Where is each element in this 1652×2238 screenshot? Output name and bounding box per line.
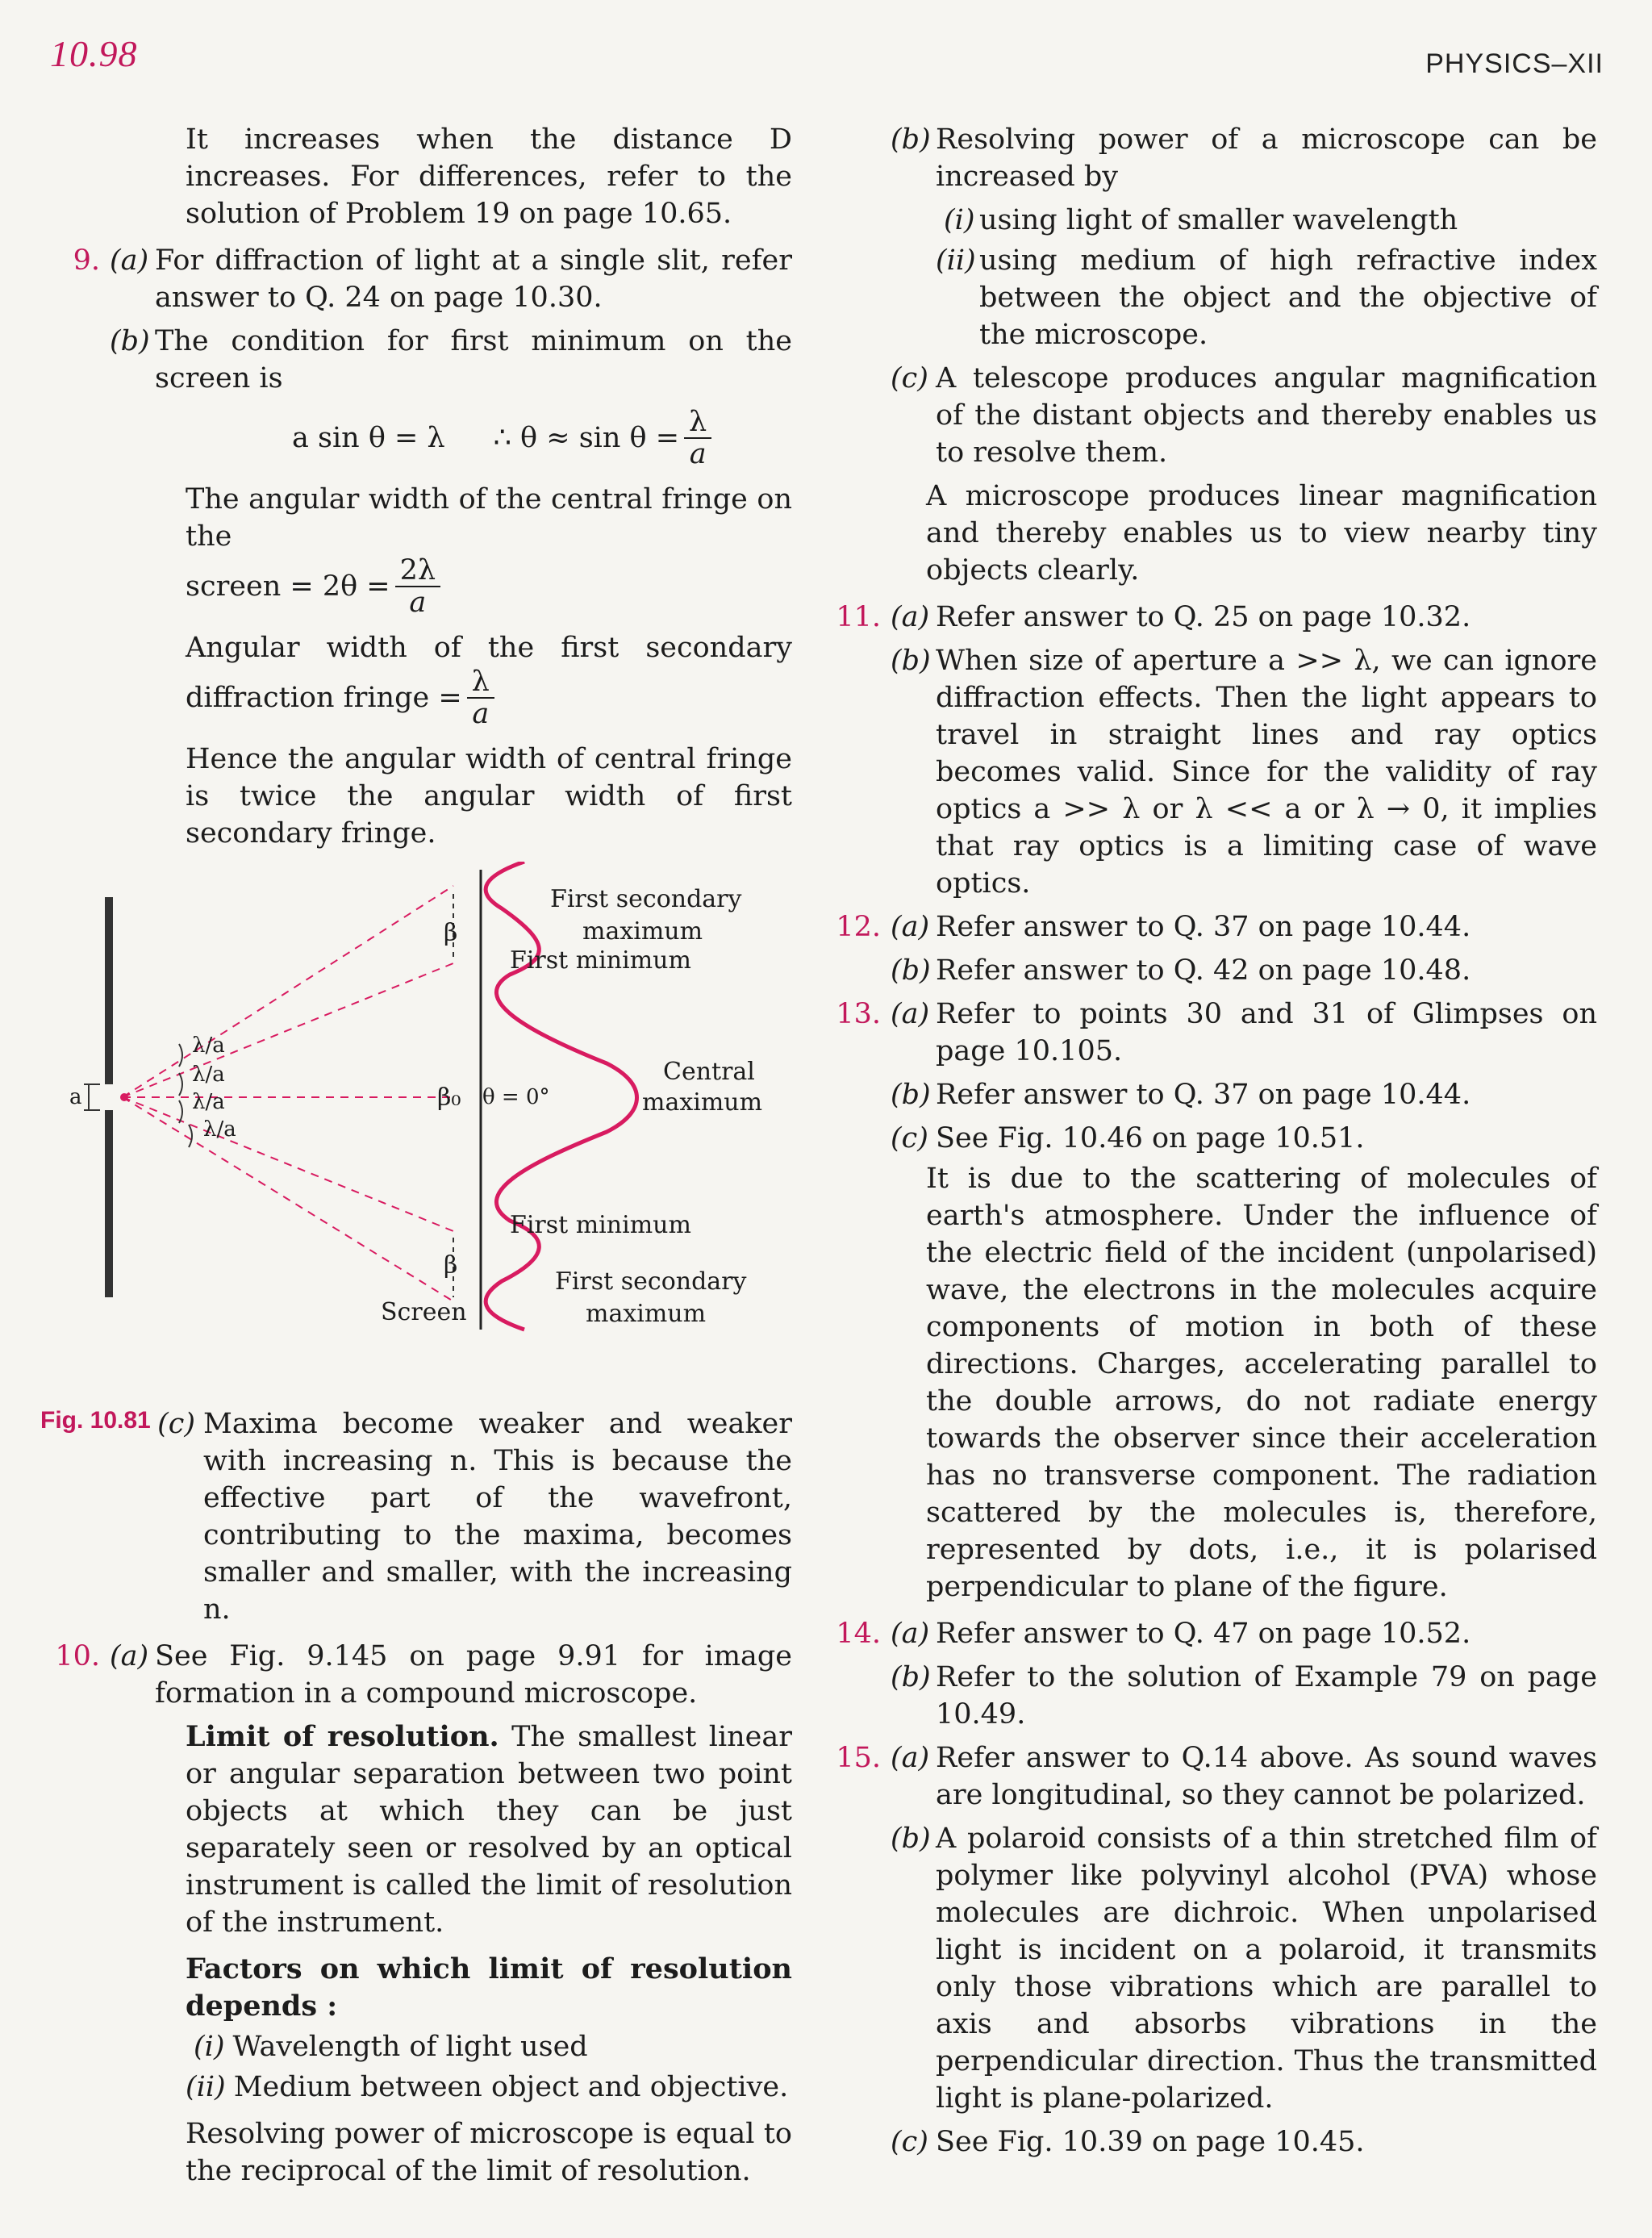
diffraction-diagram: [50, 862, 792, 1378]
ray-lines: [123, 886, 453, 1301]
factor-i-label: (i): [194, 2031, 225, 2063]
part-label: (a): [110, 244, 149, 277]
slit-point: [120, 1093, 128, 1101]
q13c-text: See Fig. 10.46 on page 10.51.: [936, 1122, 1365, 1154]
equation-secondary-width: [50, 666, 792, 729]
fraction: [395, 555, 440, 618]
q13a-text: Refer to points 30 and 31 of Glimpses on page 10.105.: [936, 998, 1597, 1067]
part-label: (b): [891, 123, 931, 156]
secondary-text: Angular width of the first secondary: [186, 632, 792, 664]
q11a-text: Refer answer to Q. 25 on page 10.32.: [936, 601, 1471, 633]
label-first-secondary-max-top: First secondary: [550, 885, 742, 913]
q14b: [831, 1659, 1597, 1733]
q11b-text: When size of aperture a >> λ, we can ignore diffraction effects. Then the light appears to travel in straight lines and ray optics becomes valid. Since for the validity of ray optics a >> λ or λ << a or λ → 0, it implies that ray optics is a limiting case of wave optics.: [936, 645, 1597, 900]
label-lambda-a-1: λ/a: [192, 1033, 225, 1058]
q15b-text: A polaroid consists of a thin stretched film of polymer like polyvinyl alcohol (PVA) whose molecules are dichroic. When unpolarised light is incident on a polaroid, it transmits only those vibrations which are parallel to axis and absorbs vibrations in the perpendicular direction. Thus the transmitted light is plane-polarized.: [936, 1823, 1597, 2115]
q11b: [831, 642, 1597, 902]
slit-barrier-bottom: [105, 1110, 113, 1297]
q15a: [831, 1739, 1597, 1814]
numerator: λ: [684, 407, 711, 439]
factor-i-text: Wavelength of light used: [232, 2031, 588, 2063]
equation-central-width: [50, 555, 792, 618]
part-label: (c): [157, 1408, 195, 1440]
part-label: (a): [891, 998, 930, 1030]
part-label: (b): [891, 645, 931, 677]
label-screen: Screen: [381, 1298, 467, 1326]
q14a-text: Refer answer to Q. 47 on page 10.52.: [936, 1618, 1471, 1650]
factor-ii-label: (ii): [186, 2071, 226, 2103]
q10b: [831, 121, 1597, 195]
q10c: [831, 360, 1597, 471]
question-number: 10.: [55, 1640, 100, 1672]
label-lambda-a-3: λ/a: [192, 1090, 225, 1114]
q10a: [50, 1638, 792, 1712]
q10b-ii-text: using medium of high refractive index between the object and the objective of the microscope.: [979, 244, 1597, 351]
q15b: [831, 1820, 1597, 2117]
slit-barrier-top: [105, 897, 113, 1084]
q9a-text: For diffraction of light at a single slit, refer answer to Q. 24 on page 10.30.: [155, 244, 792, 314]
factor-ii-text: Medium between object and objective.: [233, 2071, 789, 2103]
label-maximum-top: maximum: [582, 917, 703, 946]
q13b: [831, 1076, 1597, 1113]
part-label: (a): [891, 911, 930, 943]
label-lambda-a-2: λ/a: [192, 1063, 225, 1087]
label-central-max: maximum: [642, 1088, 763, 1117]
q9a: [50, 242, 792, 316]
label-first-secondary-max-bottom: First secondary: [555, 1267, 747, 1296]
left-column: [50, 121, 792, 2199]
q12b: [831, 952, 1597, 989]
figure-caption: Fig. 10.81: [40, 1407, 151, 1434]
page-number: 10.98: [50, 33, 138, 74]
label-beta-top: β: [444, 919, 458, 947]
q9b: [50, 323, 792, 397]
q10c-text: A telescope produces angular magnification of the distant objects and thereby enables us to resolve them.: [936, 362, 1597, 469]
q9c-text: Maxima become weaker and weaker with increasing n. This is because the effective part of the wavefront, contributing to the maxima, becomes smaller and smaller, with the increasing n.: [203, 1408, 792, 1626]
running-head: PHYSICS–XII: [1425, 48, 1604, 79]
question-number: 9.: [73, 244, 100, 277]
sub-label: (ii): [936, 244, 976, 277]
part-label: (c): [891, 362, 928, 395]
label-maximum-bottom: maximum: [586, 1300, 707, 1328]
q13b-text: Refer answer to Q. 37 on page 10.44.: [936, 1079, 1471, 1111]
right-column: [831, 121, 1597, 2167]
part-label: (a): [110, 1640, 149, 1672]
part-label: (c): [891, 2126, 928, 2158]
factor-i: [50, 2028, 792, 2065]
eq-left: a sin θ = λ: [292, 422, 445, 454]
diffraction-figure: [50, 862, 792, 1378]
denominator: a: [472, 698, 490, 730]
q10b-i-text: using light of smaller wavelength: [979, 204, 1458, 236]
question-number: 14.: [836, 1618, 881, 1650]
question-number: 11.: [836, 601, 881, 633]
question-number: 12.: [836, 911, 881, 943]
part-label: (a): [891, 1618, 930, 1650]
denominator: a: [409, 587, 427, 619]
part-label: (a): [891, 1742, 930, 1774]
part-label: (b): [891, 1079, 931, 1111]
angular-width-text: The angular width of the central fringe on the: [186, 483, 792, 553]
q12a-text: Refer answer to Q. 37 on page 10.44.: [936, 911, 1471, 943]
part-label: (a): [891, 601, 930, 633]
q9b-text: The condition for first minimum on the screen is: [155, 325, 792, 395]
q10b-ii: [831, 242, 1597, 353]
limit-heading: Limit of resolution.: [186, 1720, 499, 1753]
eq-left: diffraction fringe =: [186, 682, 462, 714]
label-theta: θ = 0°: [482, 1085, 550, 1109]
numerator: 2λ: [395, 555, 440, 587]
question-number: 13.: [836, 998, 881, 1030]
label-central: Central: [663, 1058, 755, 1086]
label-lambda-a-4: λ/a: [203, 1117, 236, 1142]
label-beta-bottom: β: [444, 1251, 458, 1280]
factor-ii: [50, 2069, 792, 2106]
numerator: λ: [467, 666, 494, 699]
intro-paragraph: It increases when the distance D increases. For differences, refer to the solution of Problem 19 on page 10.65.: [186, 123, 792, 230]
q12a: [831, 908, 1597, 946]
eq-left: screen = 2θ =: [186, 570, 390, 603]
q10a-text: See Fig. 9.145 on page 9.91 for image formation in a compound microscope.: [155, 1640, 792, 1710]
label-beta0: β₀: [437, 1084, 461, 1112]
part-label: (b): [891, 1823, 931, 1855]
part-label: (b): [110, 325, 150, 357]
label-first-min-top: First minimum: [510, 946, 691, 975]
part-label: (b): [891, 954, 931, 987]
q10b-i: [831, 202, 1597, 239]
factors-heading: Factors on which limit of resolution depends :: [186, 1952, 792, 2023]
hence-text: Hence the angular width of central fringe is twice the angular width of first secondary fringe.: [186, 743, 792, 850]
q15c: [831, 2123, 1597, 2161]
equation-first-minimum: [50, 407, 792, 470]
limit-text: The smallest linear or angular separation between two point objects at which they can be just separately seen or resolved by an optical instrument is called the limit of resolution of the instrument.: [186, 1721, 792, 1939]
question-number: 15.: [836, 1742, 881, 1774]
q14a: [831, 1615, 1597, 1652]
q14b-text: Refer to the solution of Example 79 on page 10.49.: [936, 1661, 1597, 1731]
q13c-paragraph: It is due to the scattering of molecules of earth's atmosphere. Under the influence of the electric field of the incident (unpolarised) wave, the electrons in the molecules acquire components of motion in both of these directions. Charges, accelerating parallel to the double arrows, do not radiate energy towards the observer since their acceleration has no transverse component. The radiation scattered by the molecules is, therefore, represented by dots, i.e., it is polarised perpendicular to plane of the figure.: [926, 1163, 1597, 1603]
part-label: (c): [891, 1122, 928, 1154]
q15c-text: See Fig. 10.39 on page 10.45.: [936, 2126, 1365, 2158]
resolving-text: Resolving power of microscope is equal to the reciprocal of the limit of resolution.: [186, 2118, 792, 2187]
label-a: a: [69, 1085, 82, 1109]
q13c: [831, 1120, 1597, 1157]
fraction: [684, 407, 711, 470]
part-label: (b): [891, 1661, 931, 1693]
fraction: [467, 666, 494, 729]
q10c-text2: A microscope produces linear magnification and thereby enables us to view nearby tiny objects clearly.: [926, 480, 1597, 587]
q9c: [50, 1405, 792, 1628]
q12b-text: Refer answer to Q. 42 on page 10.48.: [936, 954, 1471, 987]
denominator: a: [689, 438, 707, 470]
q13a: [831, 996, 1597, 1070]
eq-mid: ∴ θ ≈ sin θ =: [493, 422, 680, 454]
limit-paragraph: [50, 1718, 792, 1941]
q10b-text: Resolving power of a microscope can be increased by: [936, 123, 1597, 193]
label-first-min-bottom: First minimum: [510, 1211, 691, 1239]
q11a: [831, 599, 1597, 636]
q15a-text: Refer answer to Q.14 above. As sound waves are longitudinal, so they cannot be polarized.: [936, 1742, 1597, 1811]
sub-label: (i): [944, 204, 975, 236]
